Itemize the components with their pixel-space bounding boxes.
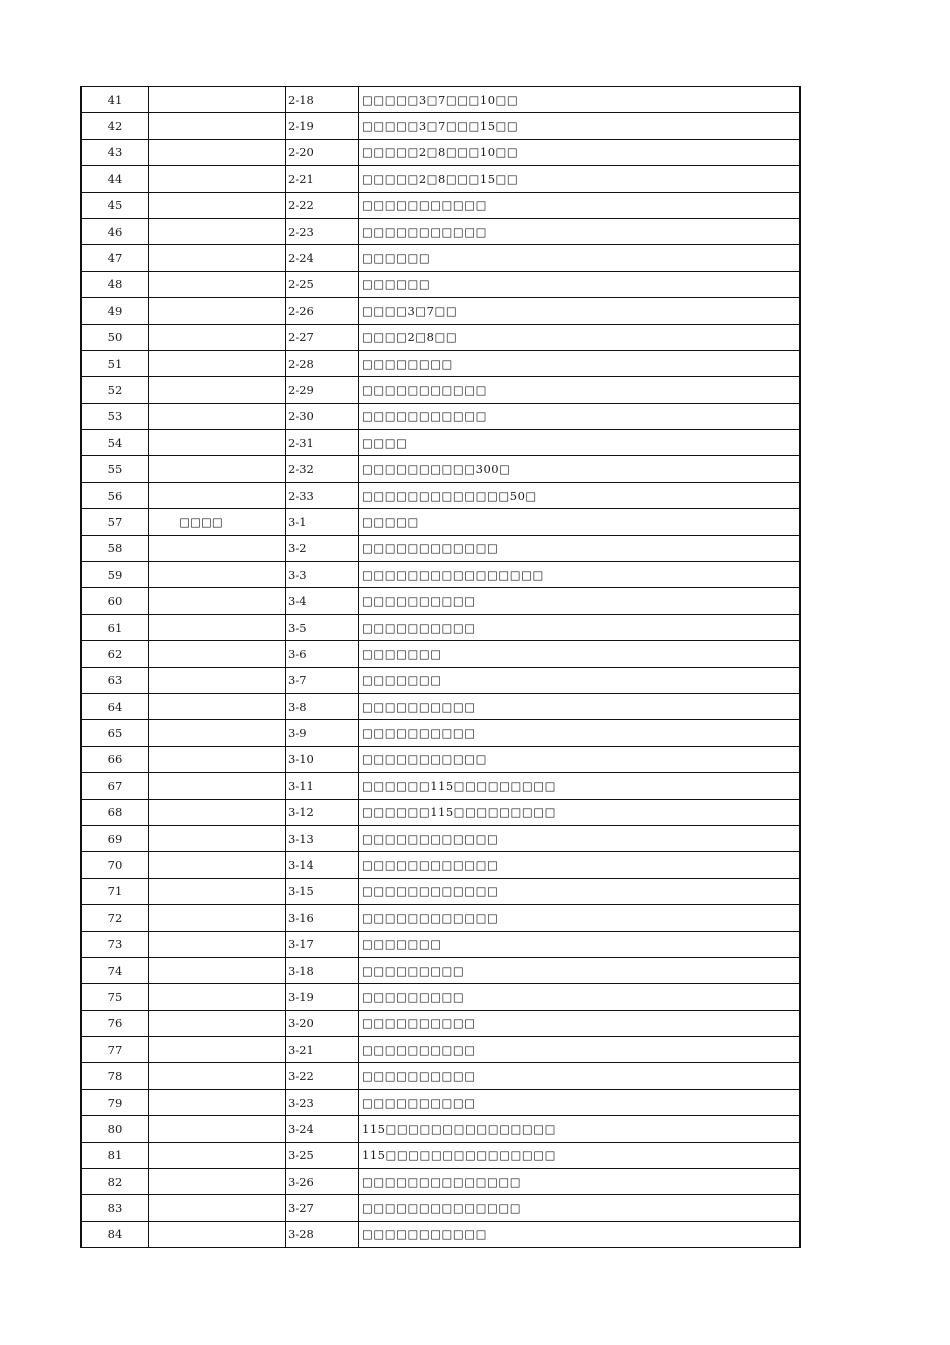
row-number-cell[interactable]: 49 [81, 298, 149, 324]
item-code-cell[interactable]: 2-32 [286, 456, 359, 482]
item-name-cell[interactable]: □□□□□□□□□□ [359, 693, 800, 719]
table-row [81, 878, 800, 904]
item-code-cell[interactable]: 3-28 [286, 1221, 359, 1247]
category-cell[interactable] [149, 324, 286, 350]
category-cell[interactable] [149, 825, 286, 851]
item-code-cell[interactable]: 3-3 [286, 562, 359, 588]
item-name-cell[interactable]: □□□□□□□□□□□ [359, 746, 800, 772]
row-number-cell[interactable]: 41 [81, 87, 149, 113]
table-row [81, 113, 800, 139]
item-name-cell[interactable]: □□□□□□□ [359, 641, 800, 667]
table-row [81, 641, 800, 667]
item-code-cell[interactable]: 3-20 [286, 1010, 359, 1036]
table-row [81, 535, 800, 561]
category-cell[interactable] [149, 1063, 286, 1089]
table-row [81, 166, 800, 192]
item-code-cell[interactable]: 3-12 [286, 799, 359, 825]
item-code-cell[interactable]: 2-21 [286, 166, 359, 192]
item-name-cell[interactable]: □□□□□3□7□□□10□□ [359, 87, 800, 113]
category-cell[interactable] [149, 1089, 286, 1115]
row-number-cell[interactable]: 52 [81, 377, 149, 403]
item-code-cell[interactable]: 2-19 [286, 113, 359, 139]
table-row [81, 825, 800, 851]
item-name-cell[interactable]: □□□□□□□□□□□□□50□ [359, 482, 800, 508]
item-code-cell[interactable]: 3-1 [286, 509, 359, 535]
row-number-cell[interactable]: 57 [81, 509, 149, 535]
category-cell[interactable] [149, 641, 286, 667]
row-number-cell[interactable]: 51 [81, 350, 149, 376]
category-cell[interactable] [149, 588, 286, 614]
spreadsheet-table [80, 86, 801, 1248]
item-name-cell[interactable]: □□□□□□□□□□ [359, 588, 800, 614]
table-row [81, 693, 800, 719]
category-cell[interactable] [149, 298, 286, 324]
row-number-cell[interactable]: 48 [81, 271, 149, 297]
item-code-cell[interactable]: 3-2 [286, 535, 359, 561]
item-code-cell[interactable]: 2-25 [286, 271, 359, 297]
row-number-cell[interactable]: 81 [81, 1142, 149, 1168]
category-cell[interactable] [149, 245, 286, 271]
table-row [81, 456, 800, 482]
item-name-cell[interactable]: □□□□□□□□□□ [359, 614, 800, 640]
table-row [81, 430, 800, 456]
row-number-cell[interactable]: 73 [81, 931, 149, 957]
item-code-cell[interactable]: 3-14 [286, 852, 359, 878]
item-code-cell[interactable]: 3-15 [286, 878, 359, 904]
table-row [81, 773, 800, 799]
row-number-cell[interactable]: 82 [81, 1169, 149, 1195]
item-name-cell[interactable]: □□□□□□□□□□ [359, 720, 800, 746]
item-code-cell[interactable]: 2-33 [286, 482, 359, 508]
item-code-cell[interactable]: 2-28 [286, 350, 359, 376]
item-code-cell[interactable]: 3-19 [286, 984, 359, 1010]
item-code-cell[interactable]: 3-17 [286, 931, 359, 957]
item-name-cell[interactable]: □□□□□□□□□ [359, 957, 800, 983]
table-row [81, 403, 800, 429]
item-name-cell[interactable]: 115□□□□□□□□□□□□□□□ [359, 1142, 800, 1168]
item-code-cell[interactable]: 3-24 [286, 1116, 359, 1142]
table-row [81, 746, 800, 772]
category-cell[interactable] [149, 1037, 286, 1063]
item-name-cell[interactable]: □□□□□□□□□□ [359, 1037, 800, 1063]
category-cell[interactable] [149, 852, 286, 878]
item-code-cell[interactable]: 2-27 [286, 324, 359, 350]
item-code-cell[interactable]: 3-5 [286, 614, 359, 640]
item-name-cell[interactable]: □□□□□□□□□□□□ [359, 905, 800, 931]
row-number-cell[interactable]: 75 [81, 984, 149, 1010]
row-number-cell[interactable]: 80 [81, 1116, 149, 1142]
item-name-cell[interactable]: □□□□□□□□□□□□ [359, 535, 800, 561]
table-row [81, 1221, 800, 1247]
item-code-cell[interactable]: 3-21 [286, 1037, 359, 1063]
table-row [81, 957, 800, 983]
table-row [81, 1116, 800, 1142]
category-cell[interactable] [149, 350, 286, 376]
item-name-cell[interactable]: □□□□□□□□□ [359, 984, 800, 1010]
category-cell[interactable] [149, 773, 286, 799]
row-number-cell[interactable]: 84 [81, 1221, 149, 1247]
table-row [81, 218, 800, 244]
item-name-cell[interactable]: □□□□□□115□□□□□□□□□ [359, 773, 800, 799]
item-code-cell[interactable]: 3-16 [286, 905, 359, 931]
row-number-cell[interactable]: 56 [81, 482, 149, 508]
item-code-cell[interactable]: 3-8 [286, 693, 359, 719]
item-name-cell[interactable]: □□□□□□□ [359, 667, 800, 693]
category-cell[interactable] [149, 562, 286, 588]
row-number-cell[interactable]: 65 [81, 720, 149, 746]
category-cell[interactable] [149, 746, 286, 772]
table-row [81, 324, 800, 350]
item-name-cell[interactable]: □□□□□□□□□□□□□□□□ [359, 562, 800, 588]
row-number-cell[interactable]: 53 [81, 403, 149, 429]
table-row [81, 588, 800, 614]
item-name-cell[interactable]: □□□□□□□□□□□ [359, 403, 800, 429]
table-row [81, 1037, 800, 1063]
table-row [81, 350, 800, 376]
table-body [81, 87, 800, 1248]
category-cell[interactable] [149, 271, 286, 297]
item-name-cell[interactable]: □□□□□□□□□□300□ [359, 456, 800, 482]
category-cell[interactable] [149, 799, 286, 825]
item-name-cell[interactable]: □□□□□□□□□□□ [359, 377, 800, 403]
item-code-cell[interactable]: 3-26 [286, 1169, 359, 1195]
category-cell[interactable] [149, 957, 286, 983]
category-cell[interactable] [149, 218, 286, 244]
table-row [81, 509, 800, 535]
row-number-cell[interactable]: 66 [81, 746, 149, 772]
table-row [81, 1195, 800, 1221]
item-code-cell[interactable]: 3-23 [286, 1089, 359, 1115]
item-code-cell[interactable]: 2-18 [286, 87, 359, 113]
row-number-cell[interactable]: 42 [81, 113, 149, 139]
table-row [81, 192, 800, 218]
row-number-cell[interactable]: 71 [81, 878, 149, 904]
row-number-cell[interactable]: 61 [81, 614, 149, 640]
item-name-cell[interactable]: □□□□□□ [359, 271, 800, 297]
row-number-cell[interactable]: 58 [81, 535, 149, 561]
row-number-cell[interactable]: 43 [81, 139, 149, 165]
item-code-cell[interactable]: 3-22 [286, 1063, 359, 1089]
row-number-cell[interactable]: 69 [81, 825, 149, 851]
item-code-cell[interactable]: 3-18 [286, 957, 359, 983]
category-cell[interactable] [149, 430, 286, 456]
item-code-cell[interactable]: 3-27 [286, 1195, 359, 1221]
item-name-cell[interactable]: □□□□□□115□□□□□□□□□ [359, 799, 800, 825]
row-number-cell[interactable]: 72 [81, 905, 149, 931]
item-name-cell[interactable]: □□□□□□□□□□□□ [359, 852, 800, 878]
category-cell[interactable] [149, 905, 286, 931]
row-number-cell[interactable]: 74 [81, 957, 149, 983]
table-row [81, 1063, 800, 1089]
row-number-cell[interactable]: 70 [81, 852, 149, 878]
row-number-cell[interactable]: 67 [81, 773, 149, 799]
item-name-cell[interactable]: □□□□□2□8□□□15□□ [359, 166, 800, 192]
category-cell[interactable] [149, 667, 286, 693]
category-cell[interactable] [149, 377, 286, 403]
category-cell[interactable] [149, 1116, 286, 1142]
category-cell[interactable] [149, 1221, 286, 1247]
item-name-cell[interactable]: 115□□□□□□□□□□□□□□□ [359, 1116, 800, 1142]
item-code-cell[interactable]: 3-13 [286, 825, 359, 851]
category-cell[interactable] [149, 87, 286, 113]
item-code-cell[interactable]: 2-20 [286, 139, 359, 165]
row-number-cell[interactable]: 78 [81, 1063, 149, 1089]
row-number-cell[interactable]: 64 [81, 693, 149, 719]
category-cell[interactable] [149, 113, 286, 139]
table-row [81, 245, 800, 271]
table-row [81, 852, 800, 878]
row-number-cell[interactable]: 47 [81, 245, 149, 271]
category-cell[interactable] [149, 931, 286, 957]
item-code-cell[interactable]: 2-31 [286, 430, 359, 456]
item-code-cell[interactable]: 2-30 [286, 403, 359, 429]
row-number-cell[interactable]: 63 [81, 667, 149, 693]
category-cell[interactable] [149, 1195, 286, 1221]
category-cell[interactable] [149, 192, 286, 218]
item-code-cell[interactable]: 3-6 [286, 641, 359, 667]
category-cell[interactable] [149, 1169, 286, 1195]
table-row [81, 139, 800, 165]
item-name-cell[interactable]: □□□□□□□□□□□□ [359, 825, 800, 851]
item-name-cell[interactable]: □□□□□□□□□□ [359, 1063, 800, 1089]
table-row [81, 271, 800, 297]
category-cell[interactable]: □□□□ [149, 509, 286, 535]
row-number-cell[interactable]: 79 [81, 1089, 149, 1115]
item-code-cell[interactable]: 3-11 [286, 773, 359, 799]
table-row [81, 562, 800, 588]
item-name-cell[interactable]: □□□□□□□□□□□ [359, 1221, 800, 1247]
category-cell[interactable] [149, 614, 286, 640]
item-name-cell[interactable]: □□□□□□□□□□ [359, 1089, 800, 1115]
row-number-cell[interactable]: 77 [81, 1037, 149, 1063]
item-name-cell[interactable]: □□□□□□□□ [359, 350, 800, 376]
row-number-cell[interactable]: 46 [81, 218, 149, 244]
item-code-cell[interactable]: 2-24 [286, 245, 359, 271]
item-code-cell[interactable]: 3-25 [286, 1142, 359, 1168]
item-name-cell[interactable]: □□□□□2□8□□□10□□ [359, 139, 800, 165]
category-cell[interactable] [149, 403, 286, 429]
category-cell[interactable] [149, 1142, 286, 1168]
table-row [81, 667, 800, 693]
item-code-cell[interactable]: 3-9 [286, 720, 359, 746]
row-number-cell[interactable]: 54 [81, 430, 149, 456]
item-code-cell[interactable]: 3-10 [286, 746, 359, 772]
item-name-cell[interactable]: □□□□ [359, 430, 800, 456]
category-cell[interactable] [149, 1010, 286, 1036]
table-row [81, 298, 800, 324]
table-row [81, 377, 800, 403]
item-name-cell[interactable]: □□□□□ [359, 509, 800, 535]
row-number-cell[interactable]: 59 [81, 562, 149, 588]
category-cell[interactable] [149, 878, 286, 904]
category-cell[interactable] [149, 693, 286, 719]
item-name-cell[interactable]: □□□□□□ [359, 245, 800, 271]
item-name-cell[interactable]: □□□□□□□□□□□ [359, 218, 800, 244]
item-name-cell[interactable]: □□□□□□□□□□ [359, 1010, 800, 1036]
row-number-cell[interactable]: 45 [81, 192, 149, 218]
table-row [81, 1010, 800, 1036]
table-row [81, 1089, 800, 1115]
category-cell[interactable] [149, 482, 286, 508]
category-cell[interactable] [149, 984, 286, 1010]
item-code-cell[interactable]: 2-23 [286, 218, 359, 244]
item-code-cell[interactable]: 2-29 [286, 377, 359, 403]
row-number-cell[interactable]: 76 [81, 1010, 149, 1036]
item-name-cell[interactable]: □□□□2□8□□ [359, 324, 800, 350]
category-cell[interactable] [149, 139, 286, 165]
row-number-cell[interactable]: 83 [81, 1195, 149, 1221]
table-row [81, 720, 800, 746]
row-number-cell[interactable]: 50 [81, 324, 149, 350]
table-row [81, 984, 800, 1010]
item-name-cell[interactable]: □□□□□□□□□□□□□□ [359, 1169, 800, 1195]
table-row [81, 87, 800, 113]
item-name-cell[interactable]: □□□□□3□7□□□15□□ [359, 113, 800, 139]
category-cell[interactable] [149, 720, 286, 746]
table-row [81, 614, 800, 640]
row-number-cell[interactable]: 68 [81, 799, 149, 825]
table-row [81, 931, 800, 957]
category-cell[interactable] [149, 535, 286, 561]
item-name-cell[interactable]: □□□□□□□□□□□□ [359, 878, 800, 904]
item-name-cell[interactable]: □□□□3□7□□ [359, 298, 800, 324]
item-code-cell[interactable]: 2-22 [286, 192, 359, 218]
table-row [81, 1169, 800, 1195]
table-row [81, 905, 800, 931]
item-name-cell[interactable]: □□□□□□□□□□□□□□ [359, 1195, 800, 1221]
row-number-cell[interactable]: 55 [81, 456, 149, 482]
table-row [81, 1142, 800, 1168]
category-cell[interactable] [149, 166, 286, 192]
row-number-cell[interactable]: 44 [81, 166, 149, 192]
item-name-cell[interactable]: □□□□□□□□□□□ [359, 192, 800, 218]
category-cell[interactable] [149, 456, 286, 482]
item-code-cell[interactable]: 2-26 [286, 298, 359, 324]
item-code-cell[interactable]: 3-4 [286, 588, 359, 614]
item-code-cell[interactable]: 3-7 [286, 667, 359, 693]
row-number-cell[interactable]: 62 [81, 641, 149, 667]
table-row [81, 482, 800, 508]
item-name-cell[interactable]: □□□□□□□ [359, 931, 800, 957]
row-number-cell[interactable]: 60 [81, 588, 149, 614]
table-row [81, 799, 800, 825]
